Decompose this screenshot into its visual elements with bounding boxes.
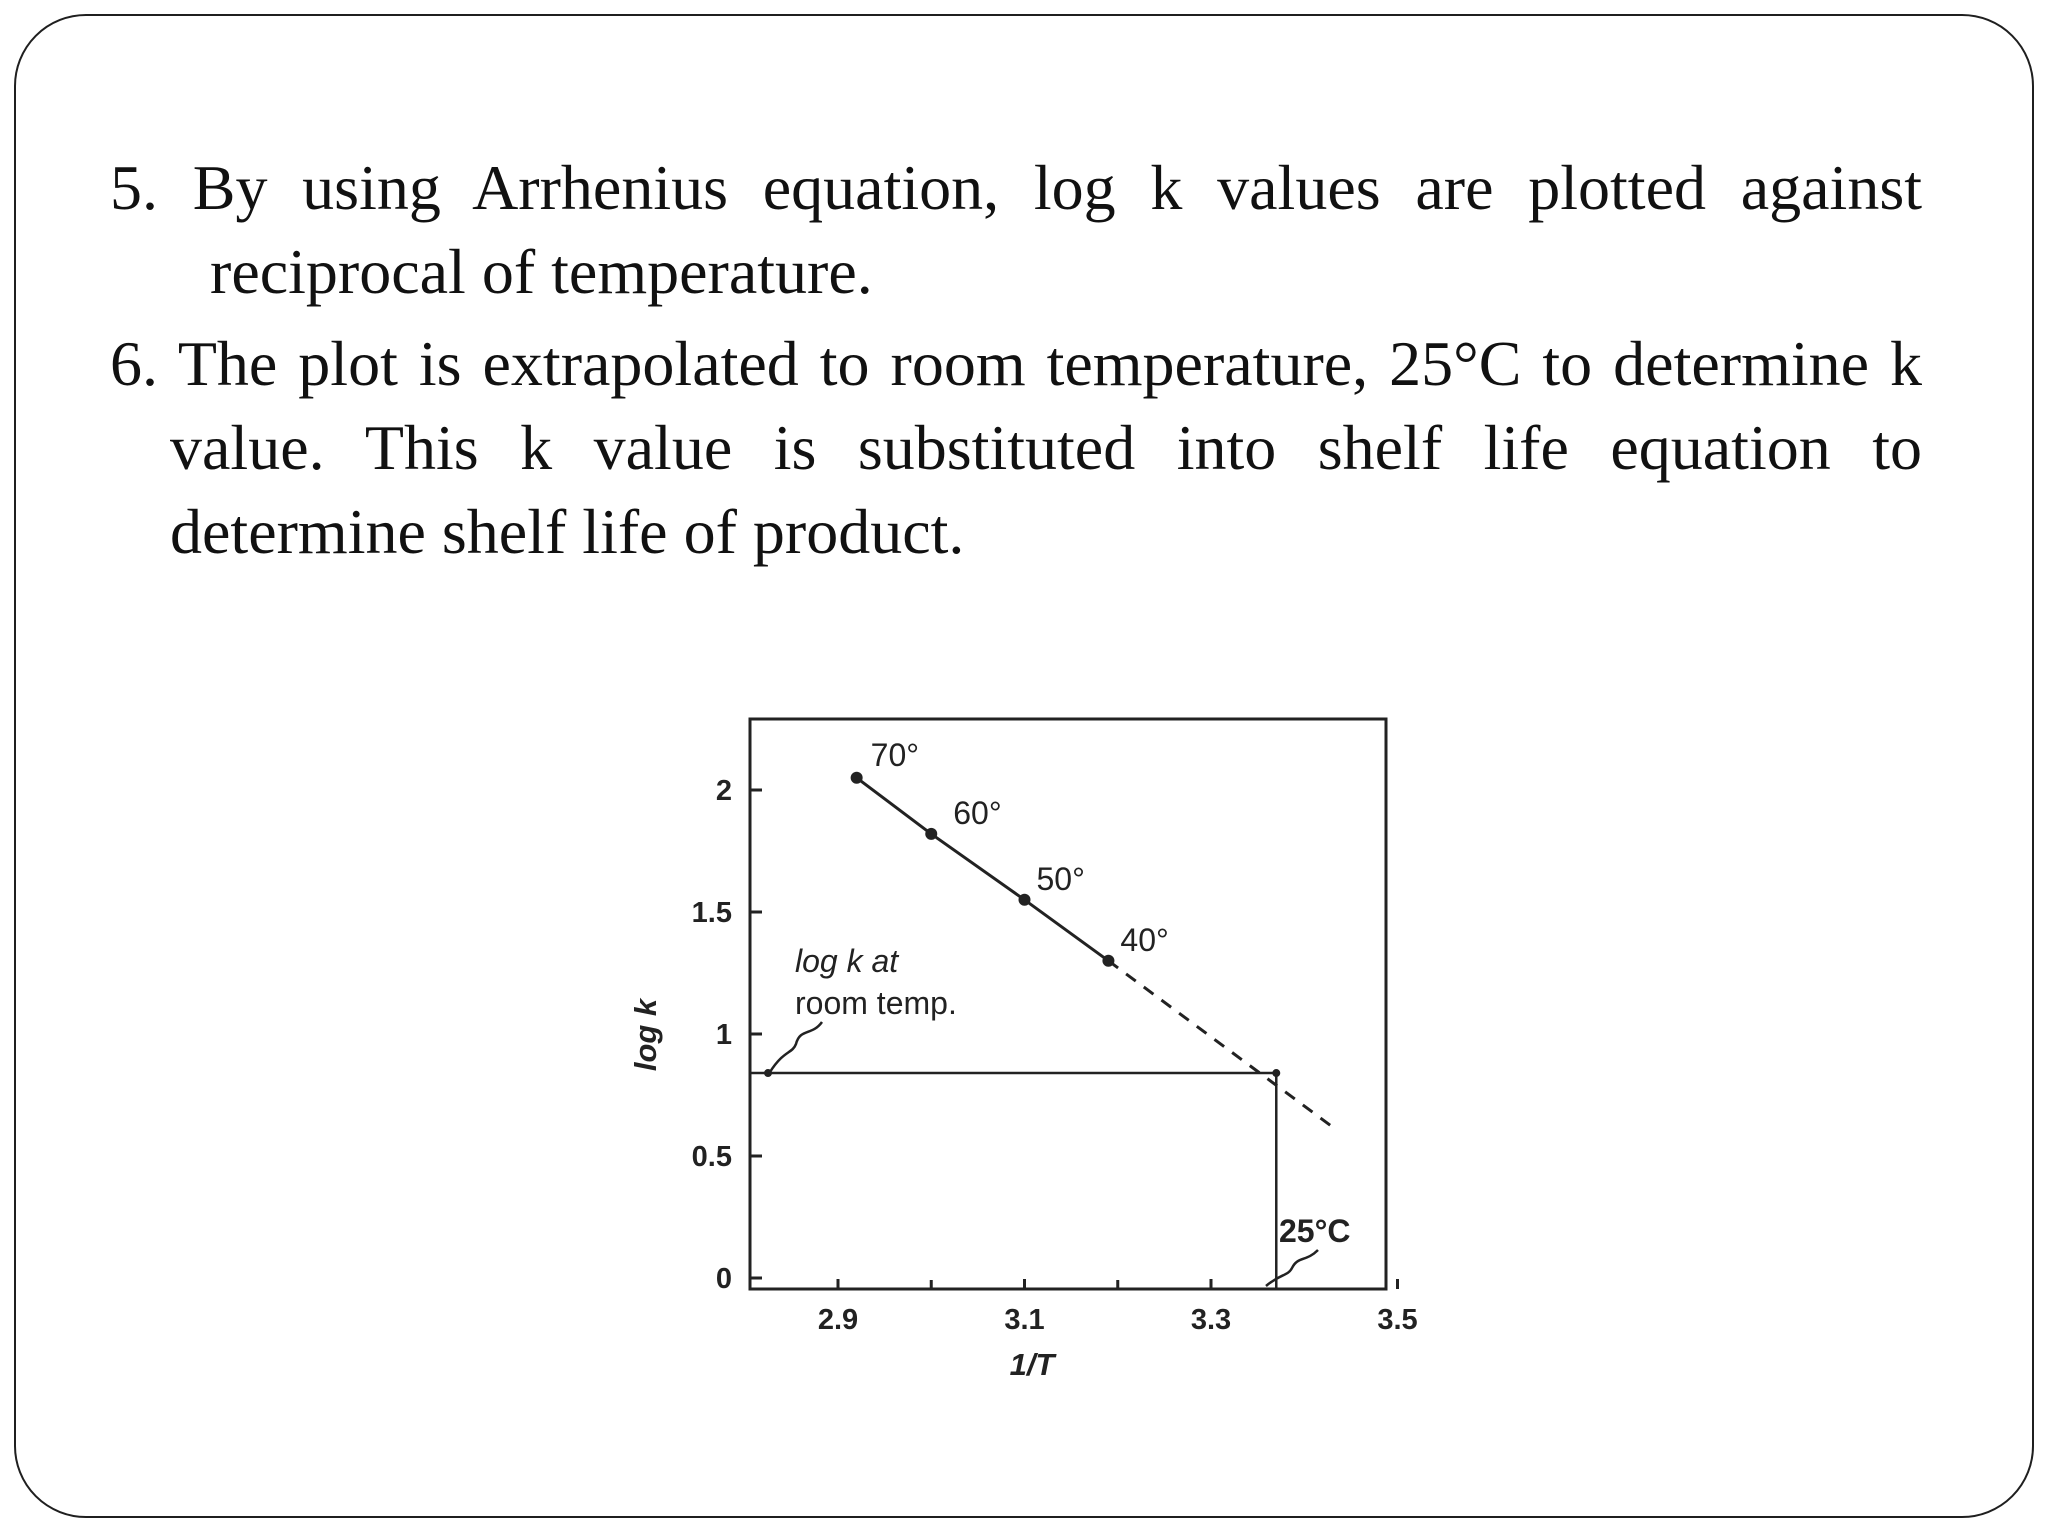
chart-annotations <box>770 943 1351 1286</box>
data-point <box>851 772 863 784</box>
bullet-text-5: By using Arrhenius equation, log k values are plotted against reciprocal of temperature. <box>192 152 1923 307</box>
annotation-line-2: room temp. <box>795 985 957 1021</box>
data-point <box>1102 955 1114 967</box>
bullet-number-5: 5. <box>110 152 158 223</box>
data-point-label: 50° <box>1036 860 1085 897</box>
y-tick-label: 2 <box>715 775 732 807</box>
x-axis-title: 1/T <box>1009 1347 1055 1382</box>
y-axis-title: log k <box>628 998 663 1072</box>
x-tick-label: 3.5 <box>1377 1304 1418 1336</box>
bullet-number-6: 6. <box>110 328 158 399</box>
room-temp-pointer-icon <box>1266 1250 1318 1286</box>
extrapolation-line <box>1108 961 1332 1127</box>
y-tick-label: 0.5 <box>691 1141 732 1173</box>
data-series <box>851 737 1333 1127</box>
bullet-text-6: The plot is extrapolated to room temperature, 25°C to determine k value. This k value is substituted into shelf life equation to determine shelf life of product. <box>170 328 1923 567</box>
data-point <box>925 828 937 840</box>
y-tick-label: 1.5 <box>691 897 732 929</box>
data-point-label: 70° <box>870 736 920 773</box>
x-tick-label: 3.1 <box>1004 1304 1045 1336</box>
data-point-label: 40° <box>1120 921 1169 958</box>
room-temp-point <box>1272 1069 1280 1077</box>
data-point <box>1019 894 1031 906</box>
x-tick-label: 2.9 <box>817 1304 859 1336</box>
x-tick-label: 3.3 <box>1190 1304 1232 1336</box>
annotation-pointer-icon <box>770 1022 822 1072</box>
room-temp-guides <box>750 1069 1280 1289</box>
data-point-label: 60° <box>953 794 1002 831</box>
room-temp-label: 25°C <box>1279 1213 1351 1249</box>
annotation-line-1: log k at <box>795 943 899 979</box>
y-tick-label: 1 <box>715 1019 732 1051</box>
y-tick-label: 0 <box>715 1263 732 1295</box>
